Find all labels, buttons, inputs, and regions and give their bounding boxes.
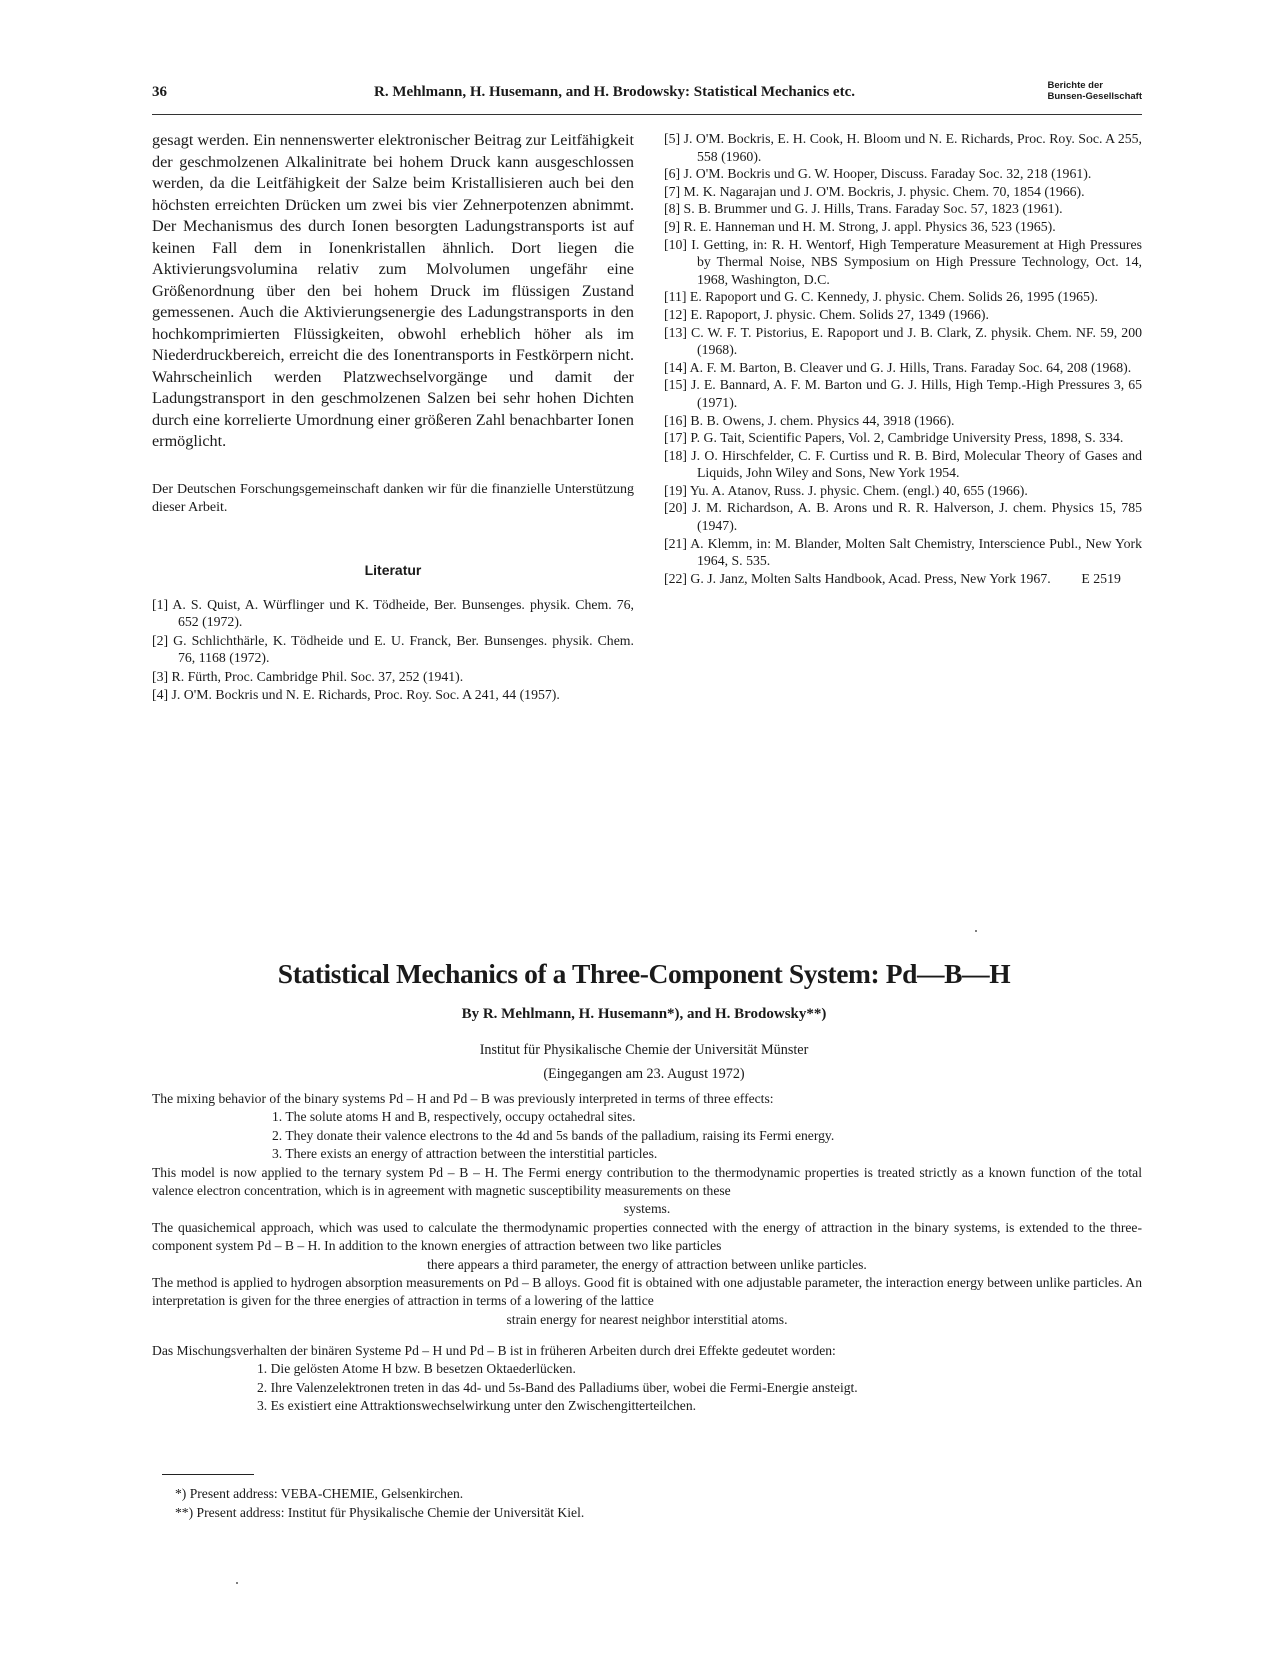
reference-item: [20] J. M. Richardson, A. B. Arons und R. R. Halverson, J. chem. Physics 15, 785 (1947).: [664, 500, 1142, 534]
abstract-paragraph-end: systems.: [623, 1201, 671, 1217]
abstract-intro: Das Mischungsverhalten der binären Systeme Pd – H und Pd – B ist in früheren Arbeiten durch drei Effekte gedeutet worden:: [152, 1343, 836, 1358]
abstract-paragraph: The quasichemical approach, which was used to calculate the thermodynamic properties connected with the energy of attraction in the binary systems, is extended to the three-component system Pd – B – H. In addition to the known energies of attraction between two like particles: [152, 1219, 1142, 1254]
article-received-date: (Eingegangen am 23. August 1972): [543, 1066, 745, 1082]
reference-item: [2] G. Schlichthärle, K. Tödheide und E. U. Franck, Ber. Bunsenges. physik. Chem. 76, 1168 (1972).: [152, 632, 634, 666]
reference-item: [14] A. F. M. Barton, B. Cleaver und G. J. Hills, Trans. Faraday Soc. 64, 208 (1968).: [664, 359, 1132, 375]
reference-item: [4] J. O'M. Bockris und N. E. Richards, Proc. Roy. Soc. A 241, 44 (1957).: [152, 687, 560, 703]
reference-item: [3] R. Fürth, Proc. Cambridge Phil. Soc. 37, 252 (1941).: [152, 668, 464, 684]
article-authors: By R. Mehlmann, H. Husemann*), and H. Brodowsky**): [461, 1006, 827, 1022]
scan-speck: [975, 930, 977, 932]
reference-item: [21] A. Klemm, in: M. Blander, Molten Salt Chemistry, Interscience Publ., New York 1964, S. 535.: [664, 535, 1142, 569]
acknowledgement: Der Deutschen Forschungsgemeinschaft danken wir für die finanzielle Unterstützung dieser Arbeit.: [152, 481, 634, 515]
journal-name-line1: Berichte der: [1047, 80, 1103, 91]
reference-item: [6] J. O'M. Bockris und G. W. Hooper, Discuss. Faraday Soc. 32, 218 (1961).: [664, 166, 1092, 182]
reference-item: [5] J. O'M. Bockris, E. H. Cook, H. Bloom und N. E. Richards, Proc. Roy. Soc. A 255, 558 (1960).: [664, 131, 1142, 164]
footnote: **) Present address: Institut für Physikalische Chemie der Universität Kiel.: [175, 1504, 585, 1520]
left-column: [152, 130, 634, 705]
reference-item: [1] A. S. Quist, A. Würflinger und K. Tödheide, Ber. Bunsenges. physik. Chem. 76, 652 (1972).: [152, 596, 634, 630]
journal-name-line2: Bunsen-Gesellschaft: [1047, 91, 1142, 102]
abstract-item: 3. Es existiert eine Attraktionswechselwirkung unter den Zwischengitterteilchen.: [257, 1398, 697, 1414]
reference-item: [10] I. Getting, in: R. H. Wentorf, High Temperature Measurement at High Pressures by Thermal Noise, NBS Symposium on High Pressure Technology, Oct. 14, 1968, Washington, D.C.: [664, 236, 1142, 287]
abstract-item: 2. Ihre Valenzelektronen treten in das 4d- und 5s-Band des Palladiums über, wobei die Fermi-Energie ansteigt.: [257, 1379, 858, 1395]
running-header: [152, 80, 1142, 115]
reference-item: [9] R. E. Hanneman und H. M. Strong, J. appl. Physics 36, 523 (1965).: [664, 218, 1056, 234]
reference-code: E 2519: [1081, 570, 1121, 586]
reference-item: [15] J. E. Bannard, A. F. M. Barton und G. J. Hills, High Temp.-High Pressures 3, 65 (1971).: [664, 377, 1142, 410]
abstract-item: 3. There exists an energy of attraction between the interstitial particles.: [272, 1146, 658, 1162]
abstract-intro: The mixing behavior of the binary systems Pd – H and Pd – B was previously interpreted in terms of three effects:: [152, 1091, 774, 1106]
article-institute: Institut für Physikalische Chemie der Universität Münster: [479, 1042, 809, 1058]
article-title: Statistical Mechanics of a Three-Component System: Pd—B—H: [277, 958, 1011, 989]
abstract-german: [152, 1342, 1142, 1416]
reference-item: [13] C. W. F. T. Pistorius, E. Rapoport und J. B. Clark, Z. physik. Chem. NF. 59, 200 (1968).: [664, 324, 1142, 358]
right-column: [664, 130, 1142, 587]
footnotes: [175, 1485, 584, 1523]
reference-item: [7] M. K. Nagarajan und J. O'M. Bockris, J. physic. Chem. 70, 1854 (1966).: [664, 183, 1085, 199]
footnote-rule: [162, 1474, 254, 1475]
footnote: *) Present address: VEBA-CHEMIE, Gelsenkirchen.: [175, 1486, 464, 1501]
reference-text: [22] G. J. Janz, Molten Salts Handbook, Acad. Press, New York 1967.: [664, 570, 1051, 586]
journal-name: [1048, 80, 1143, 102]
reference-item: [19] Yu. A. Atanov, Russ. J. physic. Chem. (engl.) 40, 655 (1966).: [664, 482, 1028, 498]
reference-list-left: [152, 596, 634, 705]
reference-list-right: [664, 130, 1142, 587]
reference-item: [16] B. B. Owens, J. chem. Physics 44, 3918 (1966).: [664, 412, 955, 428]
abstract-item: 1. The solute atoms H and B, respectively, occupy octahedral sites.: [272, 1109, 636, 1125]
body-paragraph: gesagt werden. Ein nennenswerter elektronischer Beitrag zur Leitfähigkeit der geschmolzenen Alkalinitrate bei hohem Druck kann ausgeschlossen werden, da die Leitfähigkeit der Salze beim Kristallisieren auch bei den höchsten erreichten Drücken um zwei bis vier Zehnerpotenzen abnimmt. Der Mechanismus des durch Ionen besorgten Ladungstransports ist auf keinen Fall dem in Ionenkristallen ähnlich. Dort liegen die Aktivierungsvolumina relativ zum Molvolumen ungefähr eine Größenordnung über den bei hohem Druck im flüssigen Zustand gemessenen. Auch die Aktivierungsenergie des Ladungstransports in den hochkomprimierten Flüssigkeiten, obwohl erheblich höher als im Niederdruckbereich, erreicht die des Ionentransports in Festkörpern nicht. Wahrscheinlich werden Platzwechselvorgänge und damit der Ladungstransport in den geschmolzenen Salzen bei sehr hohen Dichten durch eine korrelierte Umordnung einer größeren Zahl benachbarter Ionen ermöglicht.: [152, 131, 634, 450]
abstract-paragraph-end: there appears a third parameter, the energy of attraction between unlike particles.: [427, 1256, 867, 1272]
reference-item: [18] J. O. Hirschfelder, C. F. Curtiss und R. B. Bird, Molecular Theory of Gases and Liquids, John Wiley and Sons, New York 1954.: [664, 447, 1142, 481]
abstract-paragraph: The method is applied to hydrogen absorption measurements on Pd – B alloys. Good fit is obtained with one adjustable parameter, the interaction energy between unlike particles. An interpretation is given for the three energies of attraction in terms of a lowering of the lattice: [152, 1275, 1142, 1309]
literature-heading: Literatur: [364, 561, 422, 578]
abstract-paragraph-end: strain energy for nearest neighbor interstitial atoms.: [506, 1311, 788, 1327]
reference-item: [8] S. B. Brummer und G. J. Hills, Trans. Faraday Soc. 57, 1823 (1961).: [664, 201, 1063, 217]
abstract-item: 2. They donate their valence electrons to the 4d and 5s bands of the palladium, raising its Fermi energy.: [272, 1127, 835, 1143]
reference-item: [12] E. Rapoport, J. physic. Chem. Solids 27, 1349 (1966).: [664, 306, 989, 322]
abstract-paragraph: This model is now applied to the ternary system Pd – B – H. The Fermi energy contribution to the thermodynamic properties is treated strictly as a known function of the total valence electron concentration, which is in agreement with magnetic susceptibility measurements on these: [152, 1164, 1142, 1199]
reference-item: [664, 570, 1142, 588]
abstract-english: [152, 1090, 1142, 1329]
reference-item: [17] P. G. Tait, Scientific Papers, Vol. 2, Cambridge University Press, 1898, S. 334.: [664, 430, 1124, 446]
scan-speck: [236, 1582, 238, 1584]
page-number: 36: [152, 84, 167, 100]
reference-item: [11] E. Rapoport und G. C. Kennedy, J. physic. Chem. Solids 26, 1995 (1965).: [664, 289, 1098, 305]
abstract-item: 1. Die gelösten Atome H bzw. B besetzen Oktaederlücken.: [257, 1361, 576, 1377]
running-title: R. Mehlmann, H. Husemann, and H. Brodowsky: Statistical Mechanics etc.: [374, 84, 855, 100]
